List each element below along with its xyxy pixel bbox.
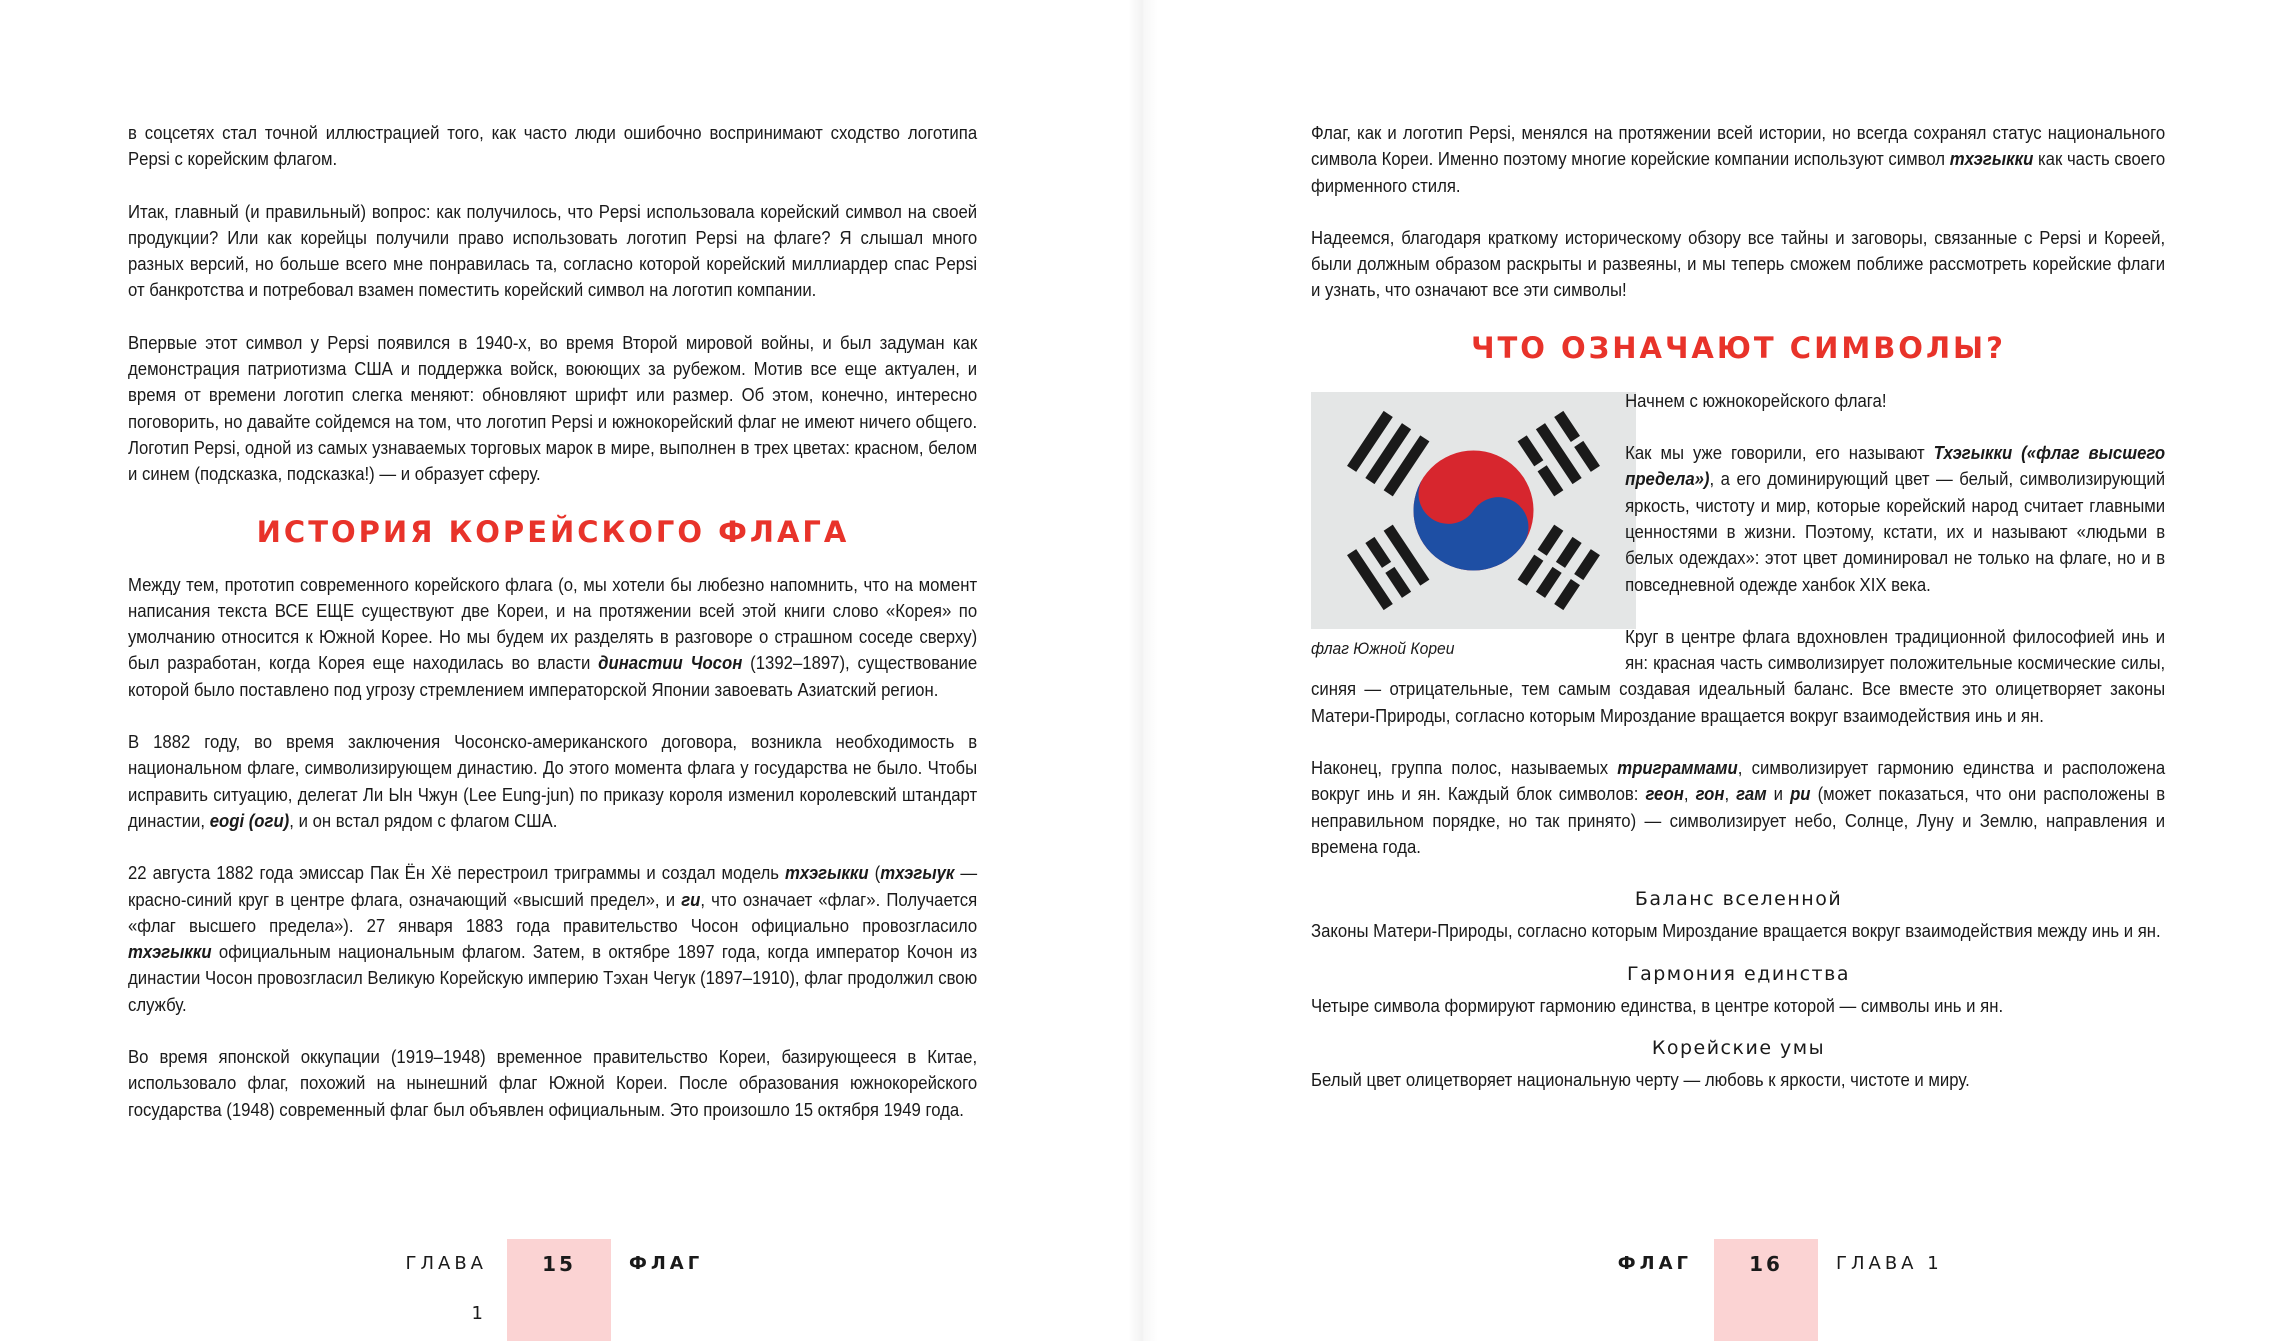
- text: (1392–1897), существование которой было поставлено под угрозу стремлением императорской Японии завоевать Азиатский регион.: [128, 652, 978, 700]
- paragraph: Впервые этот символ у Pepsi появился в 1940-х, во время Второй мировой войны, и был задуман как демонстрация патриотизма США и поддержка войск, воюющих за рубежом. Мотив все еще актуален, и время от времени логотип слегка меняют: обновляют шрифт или размер. Об этом, конечно, интересно поговорить, но давайте сойдемся на том, что логотип Pepsi и южнокорейский флаг не имеют ничего общего. Логотип Pepsi, одной из самых узнаваемых торговых марок в мире, выполнен в трех цветах: красном, белом и синем (подсказка, подсказка!) — и образует сферу.: [128, 331, 978, 485]
- paragraph: в соцсетях стал точной иллюстрацией того, как часто люди ошибочно воспринимают сходство логотипа Pepsi с корейским флагом.: [128, 122, 978, 170]
- page-number: 16: [1714, 1239, 1818, 1341]
- text: , что означает «флаг». Получается «флаг высшего предела»). 27 января 1883 года правительство Чосон официально провозгласило: [128, 888, 978, 936]
- paragraph: Круг в центре флага вдохновлен традиционной философией инь и ян: красная часть символизирует положительные космические силы, синяя — отрицательные, тем самым создавая идеальный баланс. Все вместе это олицетворяет законы Матери-Природы, согласно которым Мироздание вращается вокруг взаимодействия инь и ян.: [1311, 625, 2166, 726]
- section-heading: ЧТО ОЗНАЧАЮТ СИМВОЛЫ?: [1471, 330, 2006, 365]
- term: тхэгыук: [880, 862, 955, 884]
- text: , и он встал рядом с флагом США.: [289, 809, 558, 831]
- term: Тхэгыкки («флаг высшего предела»): [1625, 442, 2166, 490]
- section-label: ФЛАГ: [1617, 1253, 1692, 1274]
- term: ри: [1790, 783, 1811, 805]
- text: , а его доминирующий цвет — белый, символизирующий яркость, чистоту и мир, которые корейский народ считает главными ценностями в жизни. Поэтому, кстати, их и называют «людьми в белых одеждах»: этот цвет доминировал не только на флаге, но и в повседневной одежде ханбок XIX века.: [1625, 468, 2166, 595]
- right-page: [1143, 0, 2291, 1341]
- section-label: ФЛАГ: [629, 1253, 704, 1274]
- paragraph: [1311, 440, 2165, 598]
- chapter-label: ГЛАВА 1: [405, 1253, 487, 1324]
- text: Флаг, как и логотип Pepsi, менялся на протяжении всей истории, но всегда сохранял статус национального символа Кореи. Именно поэтому многие корейские компании используют символ: [1311, 122, 2166, 170]
- text: Наконец, группа полос, называемых: [1311, 757, 1618, 779]
- paragraph: [128, 860, 977, 1018]
- paragraph: [1311, 120, 2165, 199]
- subheading-korean-minds: Корейские умы: [1651, 1036, 1826, 1059]
- text: (может показаться, что они расположены в неправильном порядке, но так принято) — символизирует небо, Солнце, Луну и Землю, направления и времена года.: [1311, 783, 2166, 857]
- page-number: 15: [507, 1239, 611, 1341]
- chapter-label: ГЛАВА 1: [1836, 1253, 1943, 1274]
- text: ,: [1683, 783, 1696, 805]
- paragraph: [1311, 755, 2165, 860]
- paragraph: [128, 572, 977, 703]
- section-heading: ИСТОРИЯ КОРЕЙСКОГО ФЛАГА: [256, 514, 850, 549]
- text: В 1882 году, во время заключения Чосонско-американского договора, возникла необходимость в национальном флаге, символизирующем династию. До этого момента флага у государства не было. Чтобы исправить ситуацию, делегат Ли Ын Чжун (Lee Eung-jun) по приказу короля изменил королевский штандарт династии,: [128, 731, 978, 831]
- right-footer: [1594, 1239, 1961, 1341]
- paragraph: Итак, главный (и правильный) вопрос: как получилось, что Pepsi использовала корейский символ на своей продукции? Или как корейцы получили право использовать логотип Pepsi на флаге? Я слышал много разных версий, но больше всего мне понравилась та, согласно которой корейский миллиардер спас Pepsi от банкротства и потребовал взамен поместить корейский символ на логотип компании.: [128, 200, 978, 301]
- term: триграммами: [1617, 757, 1738, 779]
- paragraph: Надеемся, благодаря краткому историческому обзору все тайны и заговоры, связанные с Pepsi и Кореей, были должным образом раскрыты и развеяны, и мы теперь сможем поближе рассмотреть корейские флаги и узнать, что означают все эти символы!: [1311, 226, 2166, 301]
- text: Между тем, прототип современного корейского флага (о, мы хотели бы любезно напомнить, что на момент написания текста ВСЕ ЕЩЕ существуют две Кореи, и на протяжении всей этой книги слово «Корея» по умолчанию относится к Южной Корее. Но мы будем их разделять в разговоре о страшном соседе сверху) был разработан, когда Корея еще находилась во власти: [128, 573, 978, 674]
- term: тхэгыкки: [784, 862, 869, 884]
- left-footer: [367, 1239, 721, 1341]
- paragraph: Четыре символа формируют гармонию единства, в центре которой — символы инь и ян.: [1311, 994, 2004, 1016]
- text: Как мы уже говорили, его называют: [1625, 442, 1934, 464]
- paragraph: Начнем с южнокорейского флага!: [1625, 389, 1887, 411]
- text: ,: [1724, 783, 1737, 805]
- paragraph: Белый цвет олицетворяет национальную черту — любовь к яркости, чистоте и миру.: [1311, 1068, 1970, 1090]
- term: ги: [681, 888, 701, 910]
- paragraph: Во время японской оккупации (1919–1948) временное правительство Кореи, базирующееся в Китае, использовало флаг, похожий на нынешний флаг Южной Кореи. После образования южнокорейского государства (1948) современный флаг был объявлен официальным. Это произошло 15 октября 1949 года.: [128, 1046, 978, 1120]
- text: , символизирует гармонию единства и расположена вокруг инь и ян. Каждый блок символов:: [1311, 757, 2166, 805]
- paragraph: [128, 729, 977, 834]
- flag-caption: флаг Южной Кореи: [1311, 638, 1455, 658]
- text: 22 августа 1882 года эмиссар Пак Ён Хё перестроил триграммы и создал модель: [128, 862, 785, 884]
- right-text-column: [1311, 120, 2166, 1109]
- term: тхэгыкки: [1949, 148, 2034, 170]
- term: тхэгыкки: [128, 941, 212, 963]
- text: и: [1766, 783, 1791, 805]
- term: геон: [1645, 783, 1684, 805]
- paragraph: Законы Матери-Природы, согласно которым Мироздание вращается вокруг взаимодействия между инь и ян.: [1311, 920, 2161, 942]
- subheading-balance: Баланс вселенной: [1634, 888, 1843, 911]
- text: — красно-синий круг в центре флага, означающий «высший предел», и: [128, 862, 978, 910]
- text: (: [868, 862, 881, 884]
- left-text-column: [128, 120, 978, 1149]
- text: как часть своего фирменного стиля.: [1311, 148, 2166, 196]
- subheading-harmony: Гармония единства: [1627, 962, 1850, 985]
- term: eogi (оги): [209, 809, 290, 831]
- text: официальным национальным флагом. Затем, в октябре 1897 года, когда император Кочон из династии Чосон провозгласил Великую Корейскую империю Тэхан Чегук (1897–1910), флаг продолжил свою службу.: [128, 941, 978, 1015]
- term: гон: [1695, 783, 1725, 805]
- term: гам: [1736, 783, 1767, 805]
- left-page: [0, 0, 1143, 1341]
- term: династии Чосон: [598, 652, 743, 674]
